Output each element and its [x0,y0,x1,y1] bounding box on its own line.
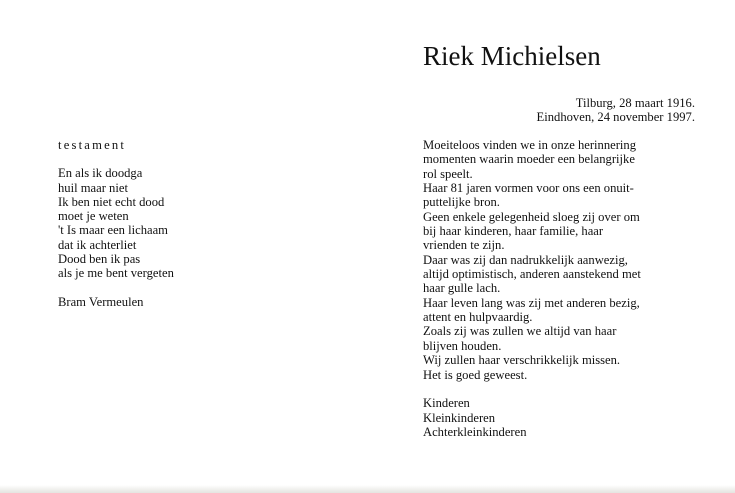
tribute-line: bij haar kinderen, haar familie, haar [423,224,604,239]
signoff-line: Kinderen [423,396,470,411]
tribute-line: Daar was zij dan nadrukkelijk aanwezig, [423,252,628,267]
poem-stanza [58,166,318,280]
page-edge-shadow [0,485,735,493]
tribute-line: Het is goed geweest. [423,367,528,382]
tribute-line: blijven houden. [423,338,502,353]
poem-line: Ik ben niet echt dood [58,194,165,209]
tribute-line: Wij zullen haar verschrikkelijk missen. [423,353,621,368]
tribute-line: attent en hulpvaardig. [423,310,533,325]
tribute-line: rol speelt. [423,166,473,181]
tribute-line: Moeiteloos vinden we in onze herinnering [423,138,636,152]
poem-title: testament [58,138,127,152]
tribute-line: vrienden te zijn. [423,238,505,253]
signoff-line: Achterkleinkinderen [423,424,527,439]
tribute-line: altijd optimistisch, anderen aanstekend met [423,267,641,282]
poem-line: moet je weten [58,209,129,224]
poem-author: Bram Vermeulen [58,294,144,309]
tribute-line: Zoals zij was zullen we altijd van haar [423,324,617,339]
poem-line: Dood ben ik pas [58,252,141,267]
tribute-line: Haar leven lang was zij met anderen bezig, [423,295,640,310]
tribute-line: momenten waarin moeder een belangrijke [423,152,635,167]
birth-date: Tilburg, 28 maart 1916. [575,96,695,110]
signoff [423,396,713,439]
tribute-line: Geen enkele gelegenheid sloeg zij over om [423,209,640,224]
death-date: Eindhoven, 24 november 1997. [536,110,695,124]
life-dates [420,96,695,124]
tribute-line: haar gulle lach. [423,281,501,296]
poem-line: als je me bent vergeten [58,266,174,281]
poem-line: huil maar niet [58,180,128,195]
poem-block [58,138,318,309]
poem-line: dat ik achterliet [58,237,137,252]
deceased-name: Riek Michielsen [423,41,601,71]
poem-line: 't Is maar een lichaam [58,223,168,238]
signoff-line: Kleinkinderen [423,410,496,425]
tribute-line: Haar 81 jaren vormen voor ons een onuit- [423,181,634,196]
tribute-line: puttelijke bron. [423,195,500,210]
tribute-text [423,138,713,439]
poem-line: En als ik doodga [58,166,143,181]
